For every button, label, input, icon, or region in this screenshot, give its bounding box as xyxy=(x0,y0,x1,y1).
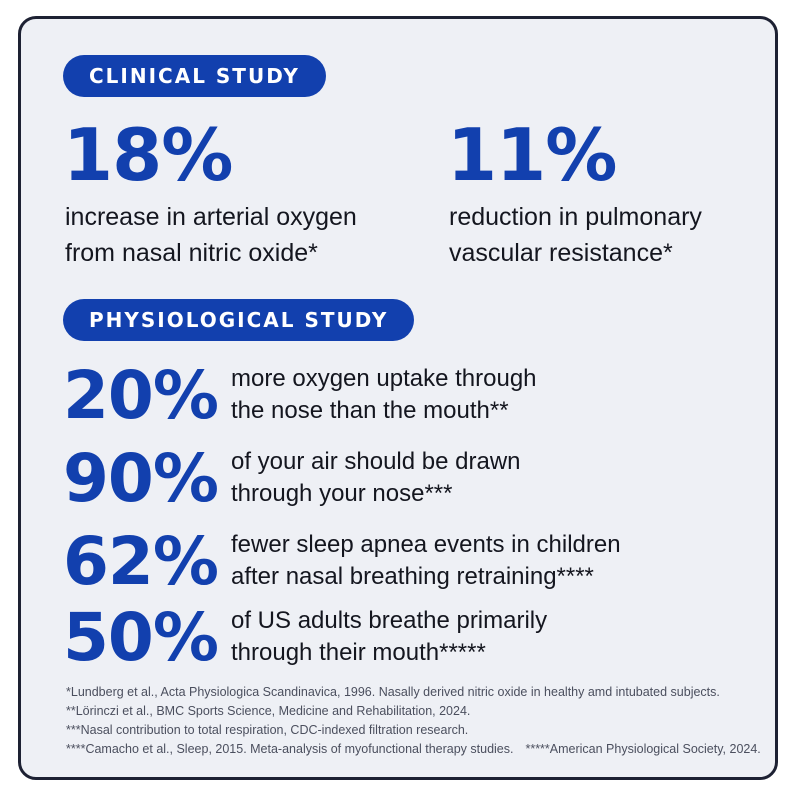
physio-stat-4-line2: through their mouth***** xyxy=(231,639,486,666)
clinical-study-badge: CLINICAL STUDY xyxy=(63,55,326,97)
footnote-3: ***Nasal contribution to total respiration, CDC-indexed filtration research. xyxy=(66,723,469,737)
clinical-stat-1-line1: increase in arterial oxygen xyxy=(65,203,357,231)
footnotes xyxy=(66,683,761,759)
physio-stat-3-value: 62% xyxy=(63,523,218,600)
clinical-stat-2-line2: vascular resistance* xyxy=(449,239,673,267)
physio-stat-2-description xyxy=(231,446,521,510)
footnote-5: *****American Physiological Society, 2024. xyxy=(525,742,761,756)
footnote-1: *Lundberg et al., Acta Physiologica Scandinavica, 1996. Nasally derived nitric oxide in healthy amd intubated subjects. xyxy=(66,685,720,699)
physio-stat-1-line2: the nose than the mouth** xyxy=(231,397,509,424)
footnote-4: ****Camacho et al., Sleep, 2015. Meta-analysis of myofunctional therapy studies. xyxy=(66,742,514,756)
physio-stat-1-line1: more oxygen uptake through xyxy=(231,365,537,392)
footnote-row-4 xyxy=(66,740,761,759)
physio-stat-2-value: 90% xyxy=(63,440,218,517)
clinical-stat-1-line2: from nasal nitric oxide* xyxy=(65,239,318,267)
physio-stat-1-value: 20% xyxy=(63,357,218,434)
footnote-2: **Lörinczi et al., BMC Sports Science, Medicine and Rehabilitation, 2024. xyxy=(66,704,471,718)
clinical-stat-2-description xyxy=(449,199,702,271)
physio-stat-4-value: 50% xyxy=(63,599,218,676)
physio-stat-3-line1: fewer sleep apnea events in children xyxy=(231,531,621,558)
physio-stat-4-description xyxy=(231,605,547,669)
clinical-stat-2-value: 11% xyxy=(447,113,617,197)
physio-stat-1-description xyxy=(231,363,537,427)
physio-stat-2-line2: through your nose*** xyxy=(231,480,453,507)
physio-stat-2-line1: of your air should be drawn xyxy=(231,448,521,475)
physiological-study-badge: PHYSIOLOGICAL STUDY xyxy=(63,299,414,341)
physio-stat-3-line2: after nasal breathing retraining**** xyxy=(231,563,594,590)
clinical-stat-1-value: 18% xyxy=(63,113,233,197)
physio-stat-3-description xyxy=(231,529,621,593)
clinical-stat-2-line1: reduction in pulmonary xyxy=(449,203,702,231)
clinical-stat-1-description xyxy=(65,199,357,271)
physio-stat-4-line1: of US adults breathe primarily xyxy=(231,607,548,634)
infographic-card xyxy=(18,16,778,780)
